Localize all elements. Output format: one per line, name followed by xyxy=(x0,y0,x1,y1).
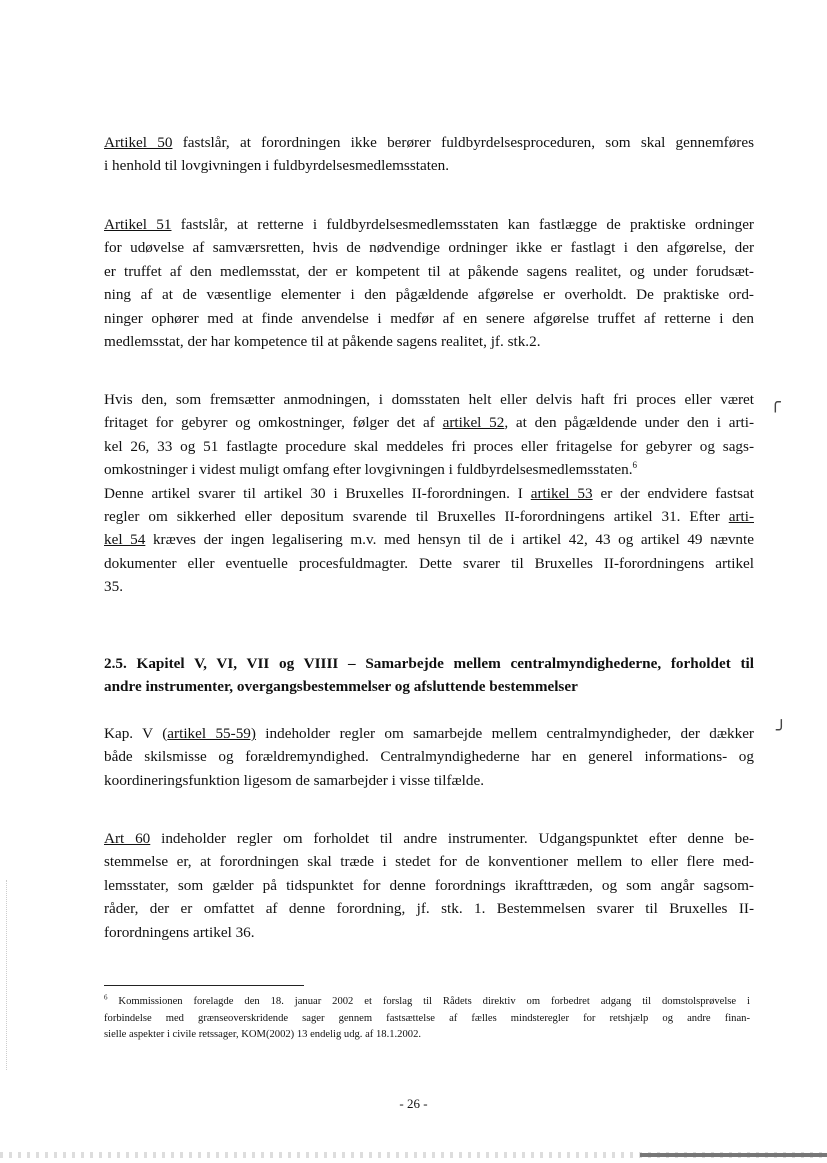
scan-punch-mark-icon: ╯ xyxy=(776,720,787,740)
link-artikel-54-part2[interactable]: kel 54 xyxy=(104,531,146,549)
footnote-separator xyxy=(104,985,304,986)
paragraph-art-60: Art 60 indeholder regler om forholdet til andre instrumenter. Udgangspunktet efter denne be- stemmelse er, at forordningen skal træde i stedet for de konventioner mellem to eller flere med- lemsstater, som gælder på tidspunktet for denne forordnings ikrafttræden, og som angår sagsom- råder, der er omfattet af denne forordning, jf. stk. 1. Bestemmelsen svarer til Bruxelles II- forordningens artikel 36. xyxy=(104,830,755,941)
link-artikel-52[interactable]: artikel 52 xyxy=(442,414,505,432)
scan-edge-line xyxy=(6,880,7,1070)
scan-punch-mark-icon: ╭ xyxy=(770,392,781,412)
link-artikel-55-59[interactable]: artikel 55-59) xyxy=(167,725,256,742)
scan-bottom-shadow xyxy=(640,1153,827,1157)
link-artikel-53[interactable]: artikel 53 xyxy=(530,484,593,502)
page-number: - 26 - xyxy=(399,1096,428,1111)
paragraph-kap-v: Kap. V (artikel 55-59) indeholder regler om samarbejde mellem centralmyndigheder, der dækker både skilsmisse og forældremyndighed. Centralmyndighederne har en generel informations- og koordineringsfunktion ligesom de samarbejder i visse tilfælde. xyxy=(104,725,754,789)
link-artikel-51[interactable]: Artikel 51 xyxy=(104,216,172,233)
paragraph-fri-proces: Hvis den, som fremsætter anmodningen, i domsstaten helt eller delvis haft fri proces eller været fritaget for gebyrer og omkostninger, følger det af artikel 52, at den pågældende under den i arti- kel 26, 33 og 51 fastlagte procedure skal meddeles fri proces eller fritagelse for gebyrer og sags- omkostninger i videst muligt omfang efter lovgivningen i fuldbyrdelsesmedlemsstaten.$^6$ Denne artikel svarer til artikel 30 i Bruxelles II-forordningen. I artikel 53 er der endvidere fastsat regler om sikkerhed eller depositum svarende til Bruxelles II-forordningens artikel 31. Efter arti- kel 54 kræves der ingen legalisering m.v. med hensyn til de i artikel 42, 43 og artikel 49 nævnte dokumenter eller eventuelle procesfuldmagter. Dette svarer til Bruxelles II-forordningens artikel 35. xyxy=(104,391,754,596)
paragraph-artikel-51: Artikel 51 fastslår, at retterne i fuldbyrdelsesmedlemsstaten kan fastlægge de praktiske ordninger for udøvelse af samværsretten, hvis de nødvendige ordninger ikke er fastlagt i den afgørelse, der er truffet af den medlemsstat, der er kompetent til at påkende sagens realitet, og under forudsæt- ning af at de væsentlige elementer i den pågældende afgørelse er overholdt. De praktiske ord- ninger ophører med at finde anvendelse i medfør af en senere afgørelse truffet af retterne i den medlemsstat, der har kompetence til at påkende sagens realitet, jf. stk.2. xyxy=(104,216,754,351)
link-art-60[interactable]: Art 60 xyxy=(104,830,151,847)
section-heading-2-5: 2.5. Kapitel V, VI, VII og VIIII – Samarbejde mellem centralmyndighederne, forholdet til andre instrumenter, overgangsbestemmelser og afsluttende bestemmelser xyxy=(104,655,754,696)
paragraph-artikel-50: Artikel 50 fastslår, at forordningen ikke berører fuldbyrdelsesproceduren, som skal gennemføres i henhold til lovgivningen i fuldbyrdelsesmedlemsstaten. xyxy=(104,134,754,175)
link-artikel-54-part1[interactable]: arti- xyxy=(728,508,754,526)
link-artikel-50[interactable]: Artikel 50 xyxy=(104,134,173,151)
footnote-6: $^6$ Kommissionen forelagde den 18. januar 2002 et forslag til Rådets direktiv om forbedret adgang til domstolsprøvelse i forbindelse med grænseoverskridende sager gennem fastsættelse af fælles mindsteregler for retshjælp og andre finan- sielle aspekter i civile retssager, KOM(2002) 13 endelig udg. af 18.1.2002. xyxy=(104,993,750,1040)
footnote-ref-6[interactable]: 6 xyxy=(632,460,638,471)
